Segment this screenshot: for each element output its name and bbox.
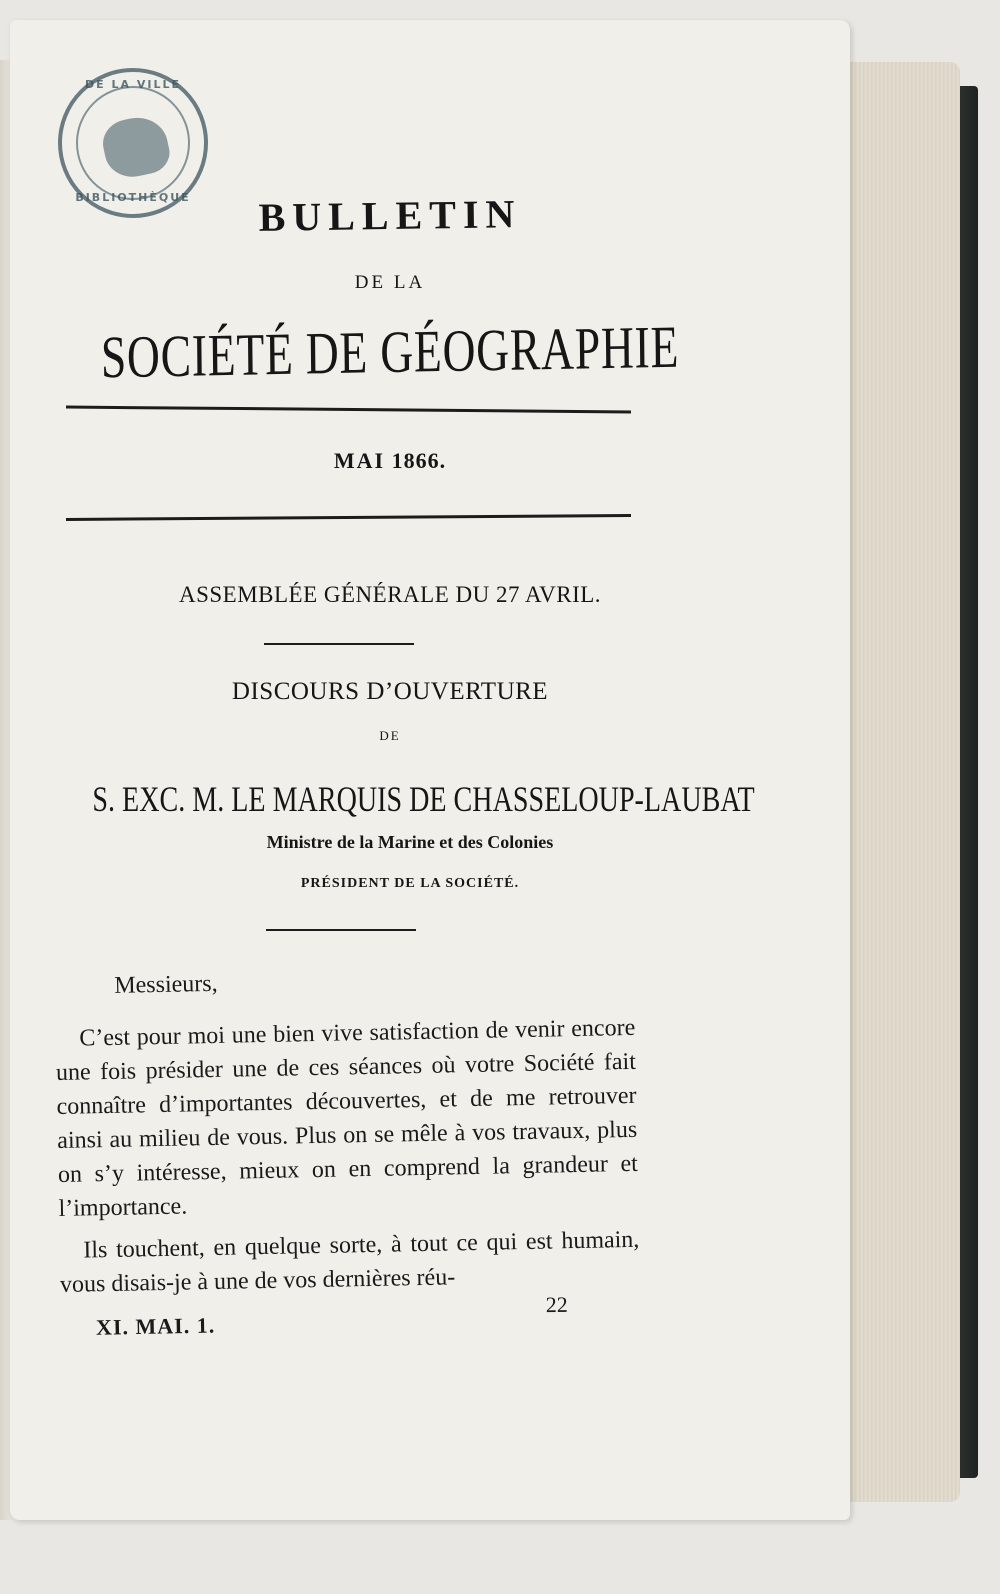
speech-body <box>54 959 640 1310</box>
issue-year: 1866. <box>391 448 447 473</box>
salutation: Messieurs, <box>114 970 218 999</box>
title-connector: DE LA <box>354 272 426 293</box>
section-divider <box>266 929 416 931</box>
discourse-title: DISCOURS D’OUVERTURE <box>231 678 549 705</box>
paragraph: Ils touchent, en quelque sorte, à tout ce qui est humain, vous disais-je à une de vos dernières réu- <box>59 1226 640 1298</box>
header-rule-top <box>66 406 631 414</box>
issue-date <box>0 448 810 474</box>
header-rule-bottom <box>66 514 631 521</box>
sheet-number: 22 <box>545 1291 568 1318</box>
stamp-bottom-text: BIBLIOTHÈQUE <box>75 191 191 204</box>
speaker-role: Ministre de la Marine et des Colonies <box>266 832 554 852</box>
page-block-edges <box>842 62 960 1502</box>
speaker-office: PRÉSIDENT DE LA SOCIÉTÉ. <box>300 876 520 891</box>
assembly-heading: ASSEMBLÉE GÉNÉRALE DU 27 AVRIL. <box>178 582 602 607</box>
discourse-connector: DE <box>379 728 401 743</box>
stamp-emblem-icon <box>99 112 174 182</box>
speaker-name: S. EXC. M. LE MARQUIS DE CHASSELOUP-LAUBAT <box>92 779 755 819</box>
society-name: SOCIÉTÉ DE GÉOGRAPHIE <box>100 313 680 391</box>
issue-month: MAI <box>333 448 386 473</box>
signature-mark: XI. MAI. 1. <box>95 1312 216 1340</box>
paragraph: C’est pour moi une bien vive satisfaction de venir encore une fois présider une de ces séances où votre Société fait connaître d’importantes découvertes, et de me retrouver ainsi au milieu de vous. Plus on se mêle à vos travaux, plus on s’y intéresse, mieux on en comprend la grandeur et l’importance. <box>55 1014 639 1222</box>
book-page <box>10 20 850 1520</box>
bulletin-title: BULLETIN <box>258 191 522 240</box>
stamp-top-text: DE LA VILLE <box>85 78 181 91</box>
page-footer <box>95 1291 596 1341</box>
section-divider <box>264 643 414 645</box>
